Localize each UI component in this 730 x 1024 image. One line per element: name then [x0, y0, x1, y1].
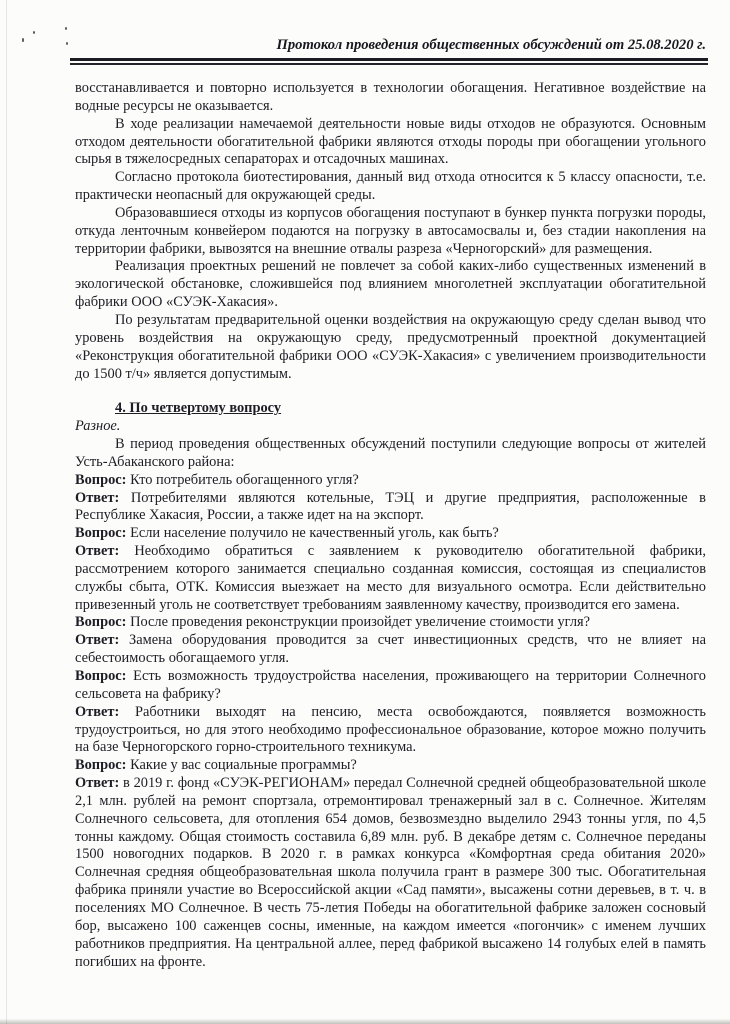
body-paragraph: В ходе реализации намечаемой деятельности новые виды отходов не образуются. Основным отходом деятельности обогатительной фабрики являются отходы породы при обогащении угольного сырья в тяжелосредных сепараторах и отсадочных машинах.: [75, 115, 706, 168]
question-text: Есть возможность трудоустройства населения, проживающего на территории Солнечного сельсовета на фабрику?: [75, 668, 706, 702]
question-row: [75, 472, 706, 490]
question-text: После проведения реконструкции произойдет увеличение стоимости угля?: [130, 614, 591, 631]
question-label: Вопрос:: [75, 668, 127, 684]
scan-speck: [65, 27, 67, 30]
body-paragraph: Согласно протокола биотестирования, данный вид отхода относится к 5 классу опасности, т.е. практически неопасный для окружающей среды.: [75, 169, 706, 204]
body-paragraph: Реализация проектных решений не повлечет за собой каких-либо существенных изменений в экологической обстановке, сложившейся под влиянием многолетней эксплуатации обогатительной фабрики ООО «СУЭК-Хакасия».: [75, 258, 706, 311]
answer-label: Ответ:: [75, 703, 120, 720]
question-text: Какие у вас социальные программы?: [130, 757, 357, 774]
answer-label: Ответ:: [75, 775, 120, 792]
answer-label: Ответ:: [75, 543, 120, 560]
section-subheading: Разное.: [75, 418, 121, 435]
question-text: Кто потребитель обогащенного угля?: [130, 471, 359, 488]
answer-row: [75, 490, 706, 526]
question-row: [75, 525, 706, 543]
answer-label: Ответ:: [75, 632, 120, 649]
answer-text: Потребителями являются котельные, ТЭЦ и другие предприятия, расположенные в Республике Хакасия, России, а также идет на на экспорт.: [75, 489, 706, 524]
question-label: Вопрос:: [75, 471, 127, 488]
question-text: Если население получило не качественный уголь, как быть?: [130, 525, 499, 542]
question-label: Вопрос:: [75, 525, 127, 542]
answer-row: [75, 543, 706, 614]
answer-row: [75, 704, 706, 758]
scan-bottom-edge: [0, 1019, 730, 1024]
body-paragraph: Образовавшиеся отходы из корпусов обогащения поступают в бункер пункта погрузки породы, откуда ленточным конвейером подаются на погрузку в автосамосвалы и, без стадии накопления на территории фабрики, вывозятся на внешние отвалы разреза «Черногорский» для размещения.: [75, 204, 706, 257]
scan-left-edge: [6, 0, 7, 1024]
answer-row: [75, 632, 706, 668]
question-row: [75, 757, 706, 775]
page-header-title: Протокол проведения общественных обсуждений от 25.08.2020 г.: [276, 37, 706, 53]
scan-speck: [66, 42, 68, 45]
question-label: Вопрос:: [75, 614, 127, 631]
answer-text: Работники выходят на пенсию, места освобождаются, появляется возможность трудоустроиться, но для этого необходимо профессиональное образование, которое можно получить на базе Черногорского горно-строительного техникума.: [75, 703, 706, 756]
document-body: [75, 80, 706, 971]
answer-row: [75, 775, 706, 971]
intro-paragraph: В период проведения общественных обсуждений поступили следующие вопросы от жителей Усть-Абаканского района:: [75, 436, 706, 470]
header-rule: [70, 58, 708, 65]
body-paragraph: восстанавливается и повторно используется в технологии обогащения. Негативное воздействие на водные ресурсы не оказывается.: [75, 80, 706, 114]
scan-speck: [33, 31, 35, 34]
section-heading-text: 4. По четвертому вопросу: [115, 400, 282, 417]
question-row: [75, 614, 706, 632]
answer-label: Ответ:: [75, 489, 120, 506]
question-row: [75, 668, 706, 704]
scan-speck: [22, 38, 24, 42]
answer-text: в 2019 г. фонд «СУЭК-РЕГИОНАМ» передал Солнечной средней общеобразовательной школе 2,1 млн. рублей на ремонт спортзала, отремонтировал тренажерный зал в с. Солнечное. Жителям Солнечного сельсовета, для отопления 654 домов, безвозмездно выделило 2943 тонны угля, по 4,5 тонны каждому. Общая стоимость составила 6,89 млн. руб. В декабре детям с. Солнечное переданы 1500 новогодних подарков. В 2020 г. в рамках конкурса «Комфортная среда обитания 2020» Солнечная средняя общеобразовательная школа получила грант в размере 300 тыс. Обогатительная фабрика приняли участие во Всероссийской акции «Сад памяти», высажены сотни деревьев, в т. ч. в поселениях МО Солнечное. В честь 75-летия Победы на обогатительной фабрике заложен сосновый бор, высажено 100 саженцев сосны, именные, на каждом имеется «погончик» с именем лучших работников предприятия. На центральной аллее, перед фабрикой высажено 14 голубых елей в память погибших на фронте.: [75, 775, 706, 970]
answer-text: Замена оборудования проводится за счет инвестиционных средств, что не влияет на себестоимость обогащаемого угля.: [75, 632, 706, 667]
answer-text: Необходимо обратиться с заявлением к руководителю обогатительной фабрики, рассмотрением которого занимается специально созданная комиссия, состоящая из специалистов службы сбыта, ОТК. Комиссия выезжает на место для визуального осмотра. Если действительно привезенный уголь не соответствует требованиям заявленному качеству, производится его замена.: [75, 543, 706, 613]
body-paragraph: По результатам предварительной оценки воздействия на окружающую среду сделан вывод что уровень воздействия на окружающую среду, предусмотренный проектной документацией «Реконструкция обогатительной фабрики ООО «СУЭК-Хакасия» с увеличением производительности до 1500 т/ч» является допустимым.: [75, 311, 706, 382]
question-label: Вопрос:: [75, 757, 127, 774]
section-heading: [75, 400, 706, 418]
